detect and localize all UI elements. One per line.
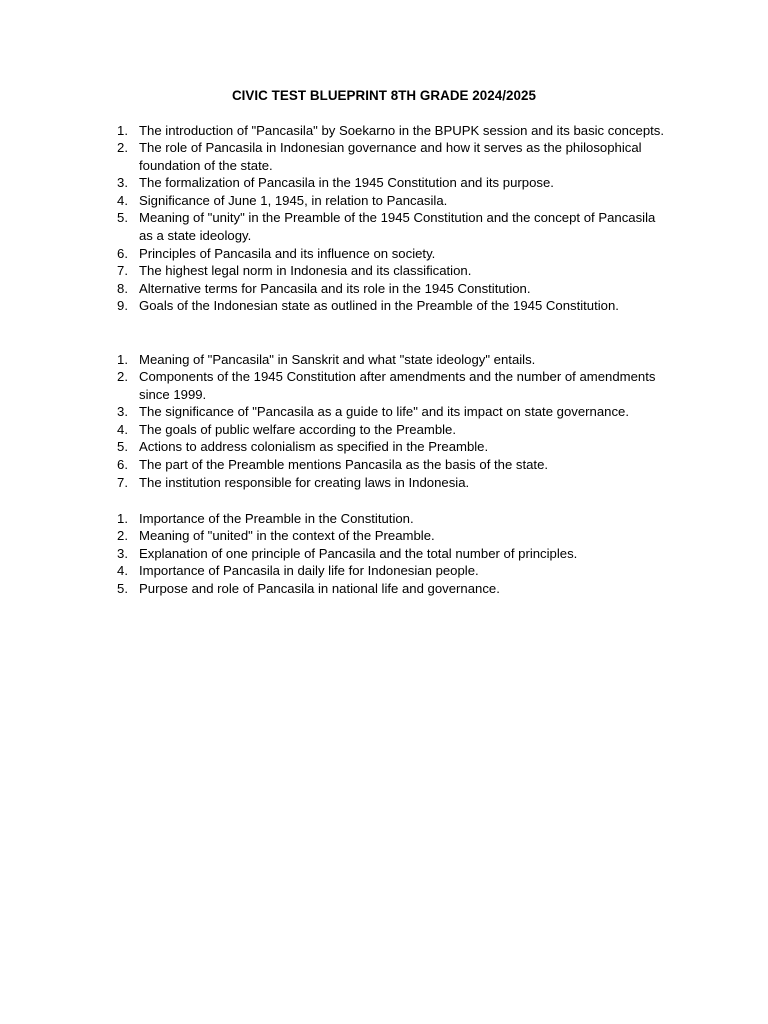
item-number: 3. bbox=[117, 404, 128, 420]
list-item bbox=[112, 174, 672, 192]
item-number: 5. bbox=[117, 439, 128, 455]
item-text: The institution responsible for creating laws in Indonesia. bbox=[139, 474, 470, 490]
item-number: 1. bbox=[117, 510, 128, 526]
list-item bbox=[112, 245, 672, 263]
list-item bbox=[112, 403, 672, 421]
list-item bbox=[112, 351, 672, 369]
item-text: Meaning of "Pancasila" in Sanskrit and what "state ideology" entails. bbox=[139, 351, 536, 367]
list-item bbox=[112, 368, 672, 403]
item-text: Meaning of "unity" in the Preamble of the 1945 Constitution and the concept of Pancasila as a state ideology. bbox=[139, 210, 656, 244]
item-text: The introduction of "Pancasila" by Soekarno in the BPUPK session and its basic concepts. bbox=[139, 122, 665, 138]
list-item bbox=[112, 262, 672, 280]
list-item bbox=[112, 474, 672, 492]
list-item bbox=[112, 527, 672, 545]
item-number: 2. bbox=[117, 528, 128, 544]
list-item bbox=[112, 510, 672, 528]
item-number: 3. bbox=[117, 175, 128, 191]
item-text: Actions to address colonialism as specified in the Preamble. bbox=[139, 439, 489, 455]
list-item bbox=[112, 139, 672, 174]
list-item bbox=[112, 456, 672, 474]
item-text: Meaning of "united" in the context of the Preamble. bbox=[139, 528, 435, 544]
item-text: Principles of Pancasila and its influence on society. bbox=[139, 245, 436, 261]
list-item bbox=[112, 562, 672, 580]
item-number: 2. bbox=[117, 369, 128, 385]
item-number: 4. bbox=[117, 563, 128, 579]
list-item bbox=[112, 297, 672, 315]
list-item bbox=[112, 545, 672, 563]
list-item bbox=[112, 192, 672, 210]
item-text: Goals of the Indonesian state as outlined in the Preamble of the 1945 Constitution. bbox=[139, 298, 619, 314]
item-number: 8. bbox=[117, 280, 128, 296]
item-text: Purpose and role of Pancasila in national life and governance. bbox=[139, 580, 500, 596]
item-text: The role of Pancasila in Indonesian governance and how it serves as the philosophical foundation of the state. bbox=[139, 140, 642, 173]
item-number: 9. bbox=[117, 298, 128, 314]
item-number: 5. bbox=[117, 580, 128, 596]
item-text: The formalization of Pancasila in the 1945 Constitution and its purpose. bbox=[139, 175, 554, 191]
item-text: Alternative terms for Pancasila and its role in the 1945 Constitution. bbox=[139, 280, 531, 296]
item-text: The goals of public welfare according to the Preamble. bbox=[139, 421, 457, 437]
item-number: 3. bbox=[117, 545, 128, 561]
list-item bbox=[112, 580, 672, 598]
item-number: 6. bbox=[117, 245, 128, 261]
item-text: The highest legal norm in Indonesia and its classification. bbox=[139, 263, 472, 279]
item-number: 7. bbox=[117, 474, 128, 490]
item-text: The significance of "Pancasila as a guide to life" and its impact on state governance. bbox=[139, 404, 629, 420]
item-text: Importance of the Preamble in the Constitution. bbox=[139, 510, 414, 526]
item-text: Components of the 1945 Constitution after amendments and the number of amendments since 1999. bbox=[139, 369, 656, 402]
item-number: 5. bbox=[117, 210, 128, 226]
list-item bbox=[112, 122, 672, 140]
list-item bbox=[112, 280, 672, 298]
item-number: 7. bbox=[117, 263, 128, 279]
item-number: 1. bbox=[117, 122, 128, 138]
document-title: CIVIC TEST BLUEPRINT 8TH GRADE 2024/2025 bbox=[231, 88, 537, 103]
item-text: Explanation of one principle of Pancasila and the total number of principles. bbox=[139, 545, 578, 561]
item-number: 2. bbox=[117, 140, 128, 156]
item-number: 4. bbox=[117, 192, 128, 208]
question-section-1 bbox=[112, 122, 672, 316]
item-number: 1. bbox=[117, 351, 128, 367]
item-number: 6. bbox=[117, 457, 128, 473]
list-item bbox=[112, 421, 672, 439]
list-item bbox=[112, 438, 672, 456]
item-text: The part of the Preamble mentions Pancasila as the basis of the state. bbox=[139, 457, 549, 473]
question-section-3 bbox=[112, 510, 672, 598]
list-item bbox=[112, 209, 672, 244]
item-text: Importance of Pancasila in daily life for Indonesian people. bbox=[139, 563, 479, 579]
item-text: Significance of June 1, 1945, in relation to Pancasila. bbox=[139, 192, 448, 208]
question-section-2 bbox=[112, 351, 672, 492]
item-number: 4. bbox=[117, 421, 128, 437]
